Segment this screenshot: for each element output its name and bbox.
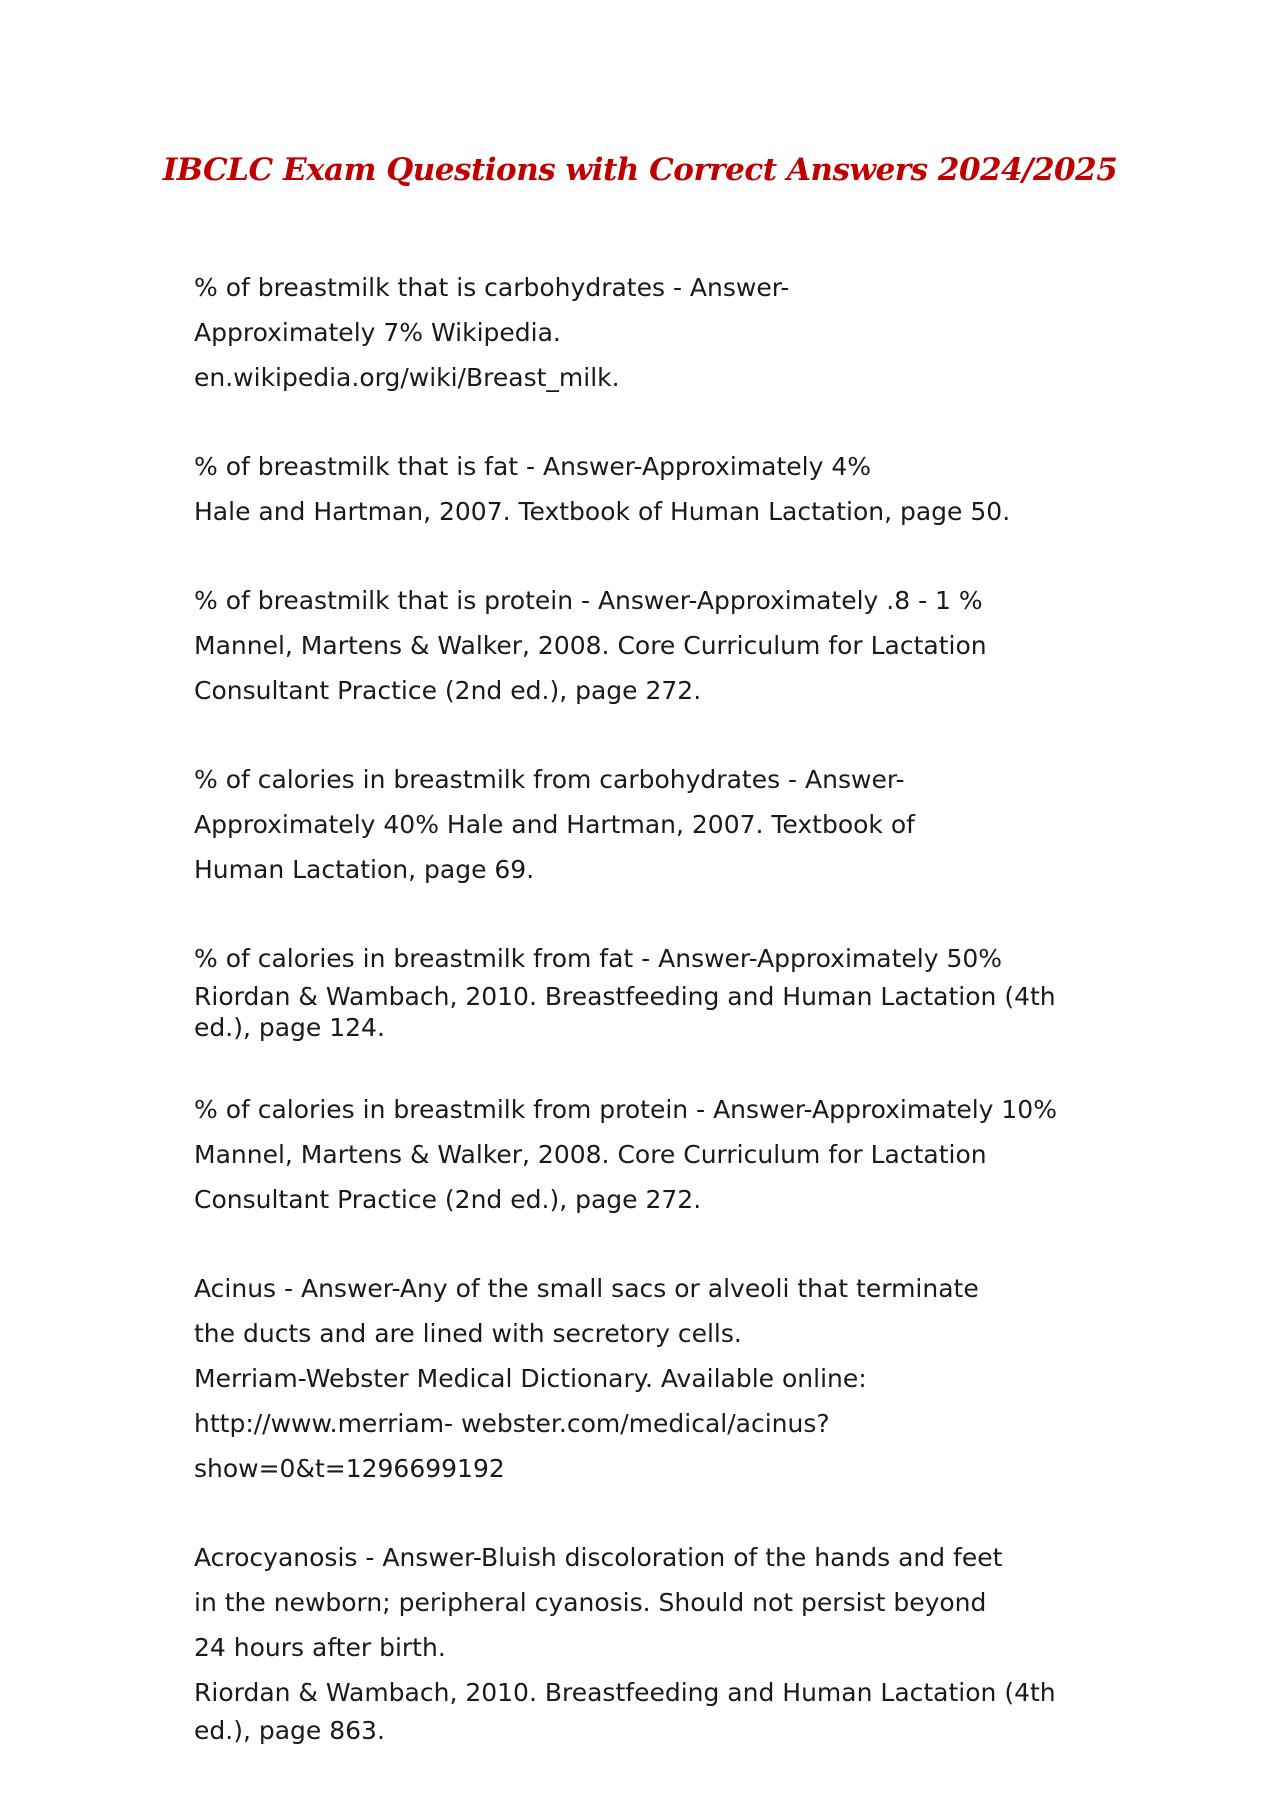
entry-line: Hale and Hartman, 2007. Textbook of Human Lactation, page 50. bbox=[194, 497, 1011, 526]
entry-line: ed.), page 124. bbox=[194, 1013, 385, 1042]
entry-line: the ducts and are lined with secretory cells. bbox=[194, 1319, 742, 1348]
entry-line: en.wikipedia.org/wiki/Breast_milk. bbox=[194, 363, 620, 392]
entry-line: % of calories in breastmilk from carbohydrates - Answer- bbox=[194, 765, 905, 794]
entry-acrocyanosis bbox=[194, 1535, 1094, 1746]
entry-line: Human Lactation, page 69. bbox=[194, 855, 535, 884]
entry-fat bbox=[194, 444, 1094, 534]
entry-line: Mannel, Martens & Walker, 2008. Core Curriculum for Lactation bbox=[194, 1140, 987, 1169]
entry-line: Acrocyanosis - Answer-Bluish discoloration of the hands and feet bbox=[194, 1543, 1003, 1572]
document-body bbox=[194, 265, 1094, 1790]
entry-carbohydrates bbox=[194, 265, 1094, 400]
entry-protein bbox=[194, 578, 1094, 713]
entry-line: % of breastmilk that is protein - Answer-Approximately .8 - 1 % bbox=[194, 586, 983, 615]
entry-line: Riordan & Wambach, 2010. Breastfeeding and Human Lactation (4th bbox=[194, 1678, 1056, 1707]
entry-line: % of breastmilk that is carbohydrates - Answer- bbox=[194, 273, 790, 302]
entry-line: Merriam-Webster Medical Dictionary. Available online: bbox=[194, 1364, 867, 1393]
entry-line: show=0&t=1296699192 bbox=[194, 1454, 505, 1483]
entry-calories-protein bbox=[194, 1087, 1094, 1222]
entry-line: 24 hours after birth. bbox=[194, 1633, 446, 1662]
entry-line: Acinus - Answer-Any of the small sacs or alveoli that terminate bbox=[194, 1274, 979, 1303]
entry-line: Approximately 7% Wikipedia. bbox=[194, 318, 561, 347]
entry-line: % of breastmilk that is fat - Answer-Approximately 4% bbox=[194, 452, 872, 481]
entry-line: ed.), page 863. bbox=[194, 1716, 385, 1745]
entry-line: Riordan & Wambach, 2010. Breastfeeding and Human Lactation (4th bbox=[194, 982, 1056, 1011]
entry-acinus bbox=[194, 1266, 1094, 1491]
entry-line: Consultant Practice (2nd ed.), page 272. bbox=[194, 1185, 702, 1214]
entry-line: in the newborn; peripheral cyanosis. Should not persist beyond bbox=[194, 1588, 987, 1617]
entry-line: % of calories in breastmilk from fat - Answer-Approximately 50% bbox=[194, 944, 1003, 973]
entry-line: Mannel, Martens & Walker, 2008. Core Curriculum for Lactation bbox=[194, 631, 987, 660]
entry-line: % of calories in breastmilk from protein - Answer-Approximately 10% bbox=[194, 1095, 1057, 1124]
entry-calories-carbohydrates bbox=[194, 757, 1094, 892]
entry-line: Approximately 40% Hale and Hartman, 2007. Textbook of bbox=[194, 810, 915, 839]
entry-line: Consultant Practice (2nd ed.), page 272. bbox=[194, 676, 702, 705]
entry-calories-fat bbox=[194, 936, 1094, 1043]
entry-line: http://www.merriam- webster.com/medical/acinus? bbox=[194, 1409, 830, 1438]
document-title: IBCLC Exam Questions with Correct Answers 2024/2025 bbox=[162, 152, 1118, 188]
